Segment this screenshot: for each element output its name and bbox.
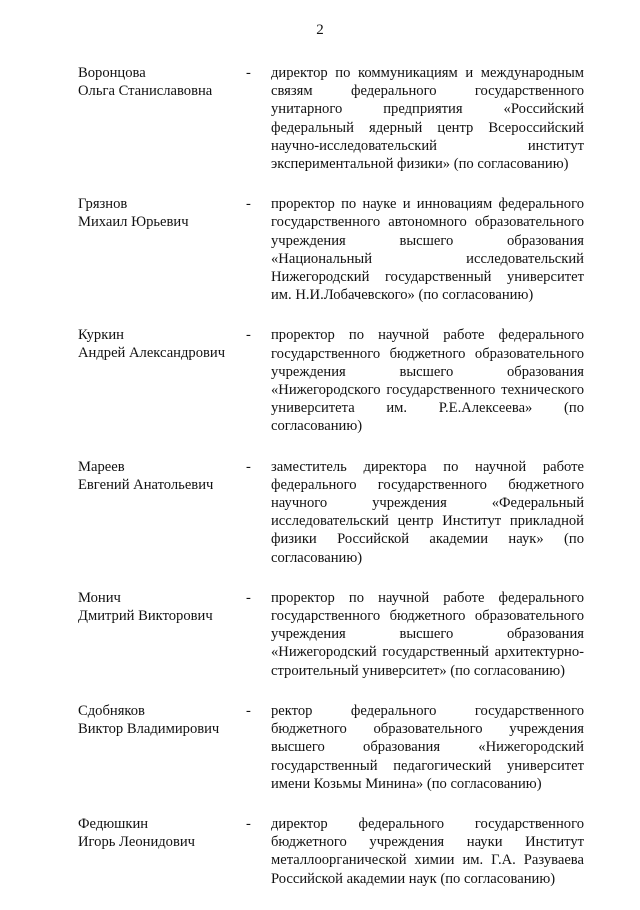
member-entry bbox=[0, 64, 640, 173]
member-description: проректор по научной работе федерального государственного бюджетного образовательного учреждения высшего образования «Нижегородский государственный архитектурно-строительный университет» (по согласованию) bbox=[271, 589, 584, 679]
member-name bbox=[78, 458, 248, 494]
member-description: заместитель директора по научной работе федерального государственного бюджетного научного учреждения «Федеральный исследовательский центр Институт прикладной физики Российской академии наук» (по согласованию) bbox=[271, 458, 584, 566]
member-given-names: Евгений Анатольевич bbox=[78, 476, 214, 493]
member-surname: Грязнов bbox=[78, 196, 128, 213]
member-surname: Куркин bbox=[78, 327, 124, 344]
member-description: ректор федерального государственного бюджетного образовательного учреждения высшего образования «Нижегородский государственный педагогический университет имени Козьмы Минина» (по согласованию) bbox=[271, 702, 584, 792]
dash-separator: - bbox=[246, 815, 251, 832]
member-entry bbox=[0, 815, 640, 888]
member-surname: Сдобняков bbox=[78, 702, 145, 719]
member-given-names: Михаил Юрьевич bbox=[78, 214, 189, 231]
member-description: проректор по научной работе федерального государственного бюджетного образовательного учреждения высшего образования «Нижегородского государственного технического университета им. Р.Е.Алексеева» (по согласованию) bbox=[271, 327, 584, 435]
member-name bbox=[78, 195, 248, 231]
dash-separator: - bbox=[246, 196, 251, 213]
page-number: 2 bbox=[316, 22, 324, 38]
member-description: проректор по науке и инновациям федерального государственного автономного образовательного учреждения высшего образования «Национальный исследовательский Нижегородский государственный университет им. Н.И.Лобачевского» (по согласованию) bbox=[271, 196, 584, 304]
member-name bbox=[78, 815, 248, 851]
member-given-names: Игорь Леонидович bbox=[78, 833, 196, 850]
dash-separator: - bbox=[246, 458, 251, 475]
member-given-names: Виктор Владимирович bbox=[78, 720, 220, 737]
dash-separator: - bbox=[246, 702, 251, 719]
member-given-names: Дмитрий Викторович bbox=[78, 607, 213, 624]
members-list bbox=[0, 64, 640, 910]
dash-separator: - bbox=[246, 327, 251, 344]
member-name bbox=[78, 702, 248, 738]
member-entry bbox=[0, 702, 640, 793]
member-entry bbox=[0, 326, 640, 435]
member-surname: Федюшкин bbox=[78, 815, 149, 832]
member-surname: Мареев bbox=[78, 458, 125, 475]
member-entry bbox=[0, 458, 640, 567]
member-surname: Воронцова bbox=[78, 65, 146, 81]
member-given-names: Ольга Станиславовна bbox=[78, 83, 213, 99]
member-name bbox=[78, 326, 248, 362]
member-name bbox=[78, 589, 248, 625]
member-name bbox=[78, 64, 248, 100]
member-entry bbox=[0, 589, 640, 680]
member-given-names: Андрей Александрович bbox=[78, 345, 226, 362]
member-description: директор федерального государственного бюджетного учреждения науки Институт металлоорганической химии им. Г.А. Разуваева Российской академии наук (по согласованию) bbox=[271, 815, 584, 887]
dash-separator: - bbox=[246, 589, 251, 606]
member-surname: Монич bbox=[78, 589, 121, 606]
member-description: директор по коммуникациям и международным связям федерального государственного унитарного предприятия «Российский федеральный ядерный центр Всероссийский научно-исследовательский институт экспериментальной физики» (по согласованию) bbox=[271, 65, 584, 173]
member-entry bbox=[0, 195, 640, 304]
dash-separator: - bbox=[246, 65, 251, 81]
